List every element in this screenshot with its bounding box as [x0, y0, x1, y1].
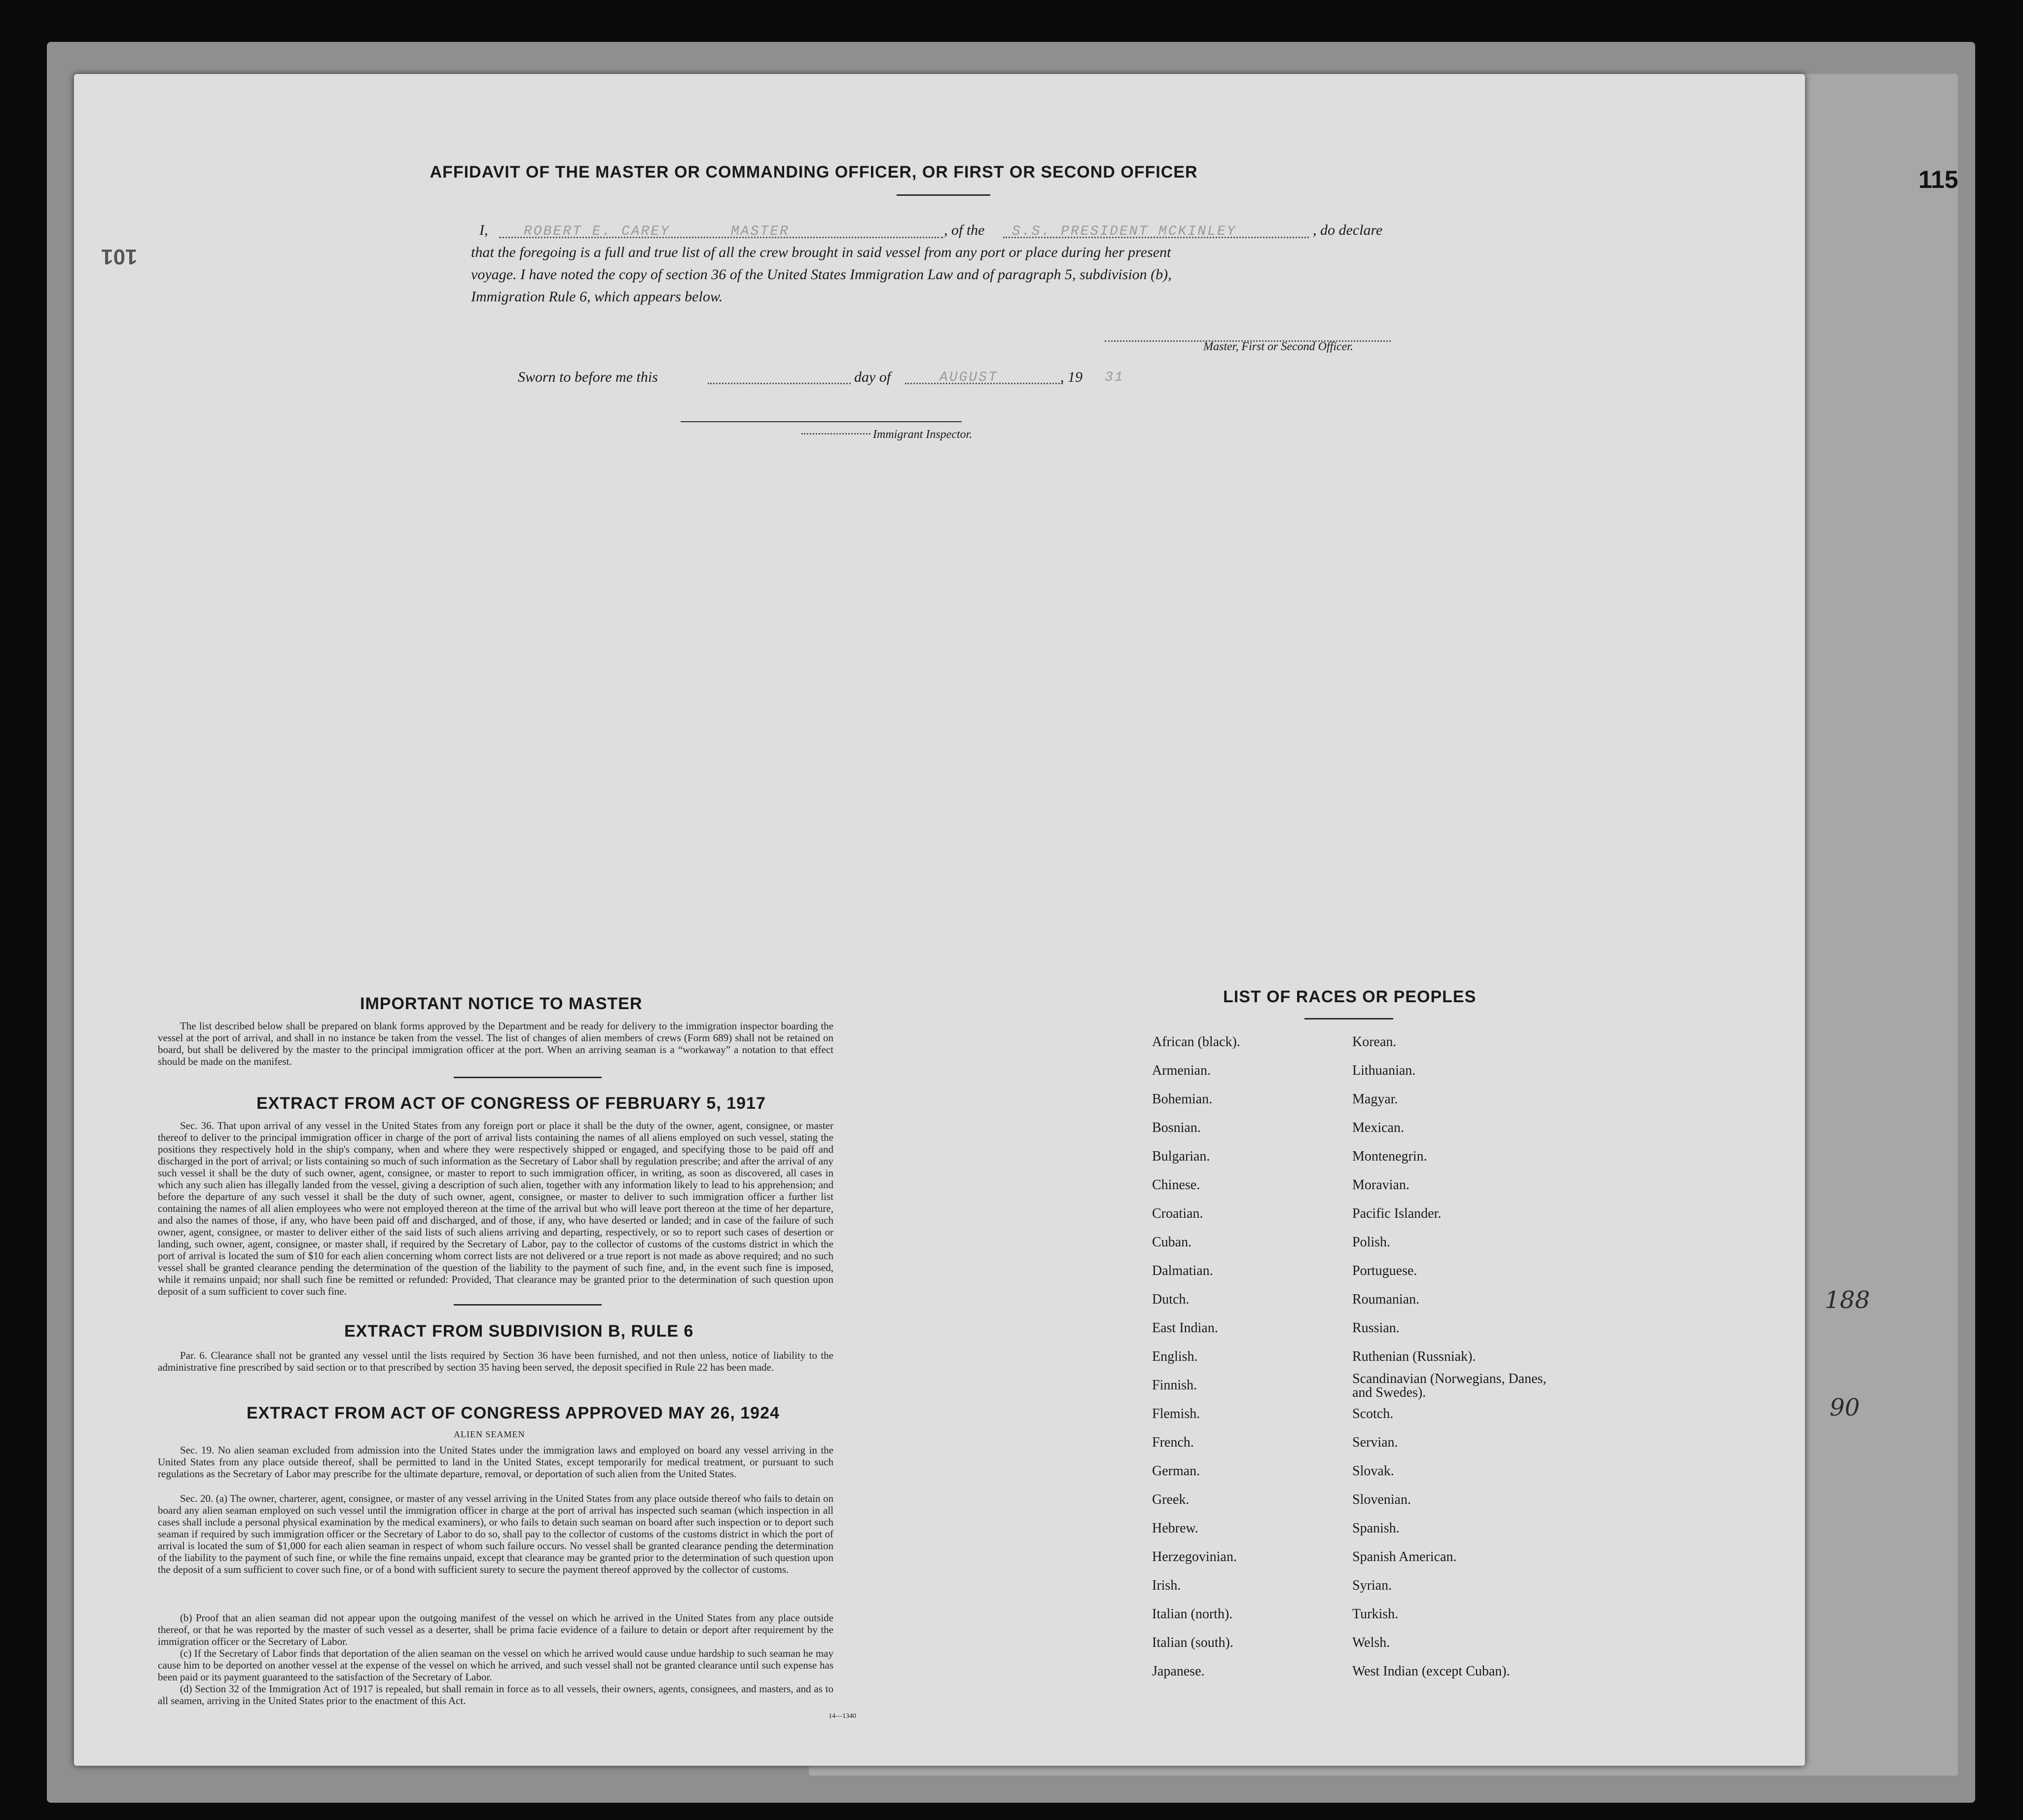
race-item: Greek. [1152, 1492, 1190, 1507]
form-number: 14—1340 [829, 1712, 856, 1720]
race-item: Bohemian. [1152, 1092, 1213, 1107]
race-item: Roumanian. [1352, 1292, 1420, 1307]
of-the-label: , of the [944, 222, 985, 238]
race-item: African (black). [1152, 1034, 1240, 1050]
affidavit-title: AFFIDAVIT OF THE MASTER OR COMMANDING OFFICER, OR FIRST OR SECOND OFFICER [430, 163, 1198, 182]
race-item: Montenegrin. [1352, 1149, 1427, 1164]
race-item: Dutch. [1152, 1292, 1190, 1307]
race-item: Flemish. [1152, 1406, 1200, 1421]
race-item: Herzegovinian. [1152, 1549, 1237, 1565]
left-margin-number: 101 [101, 245, 138, 269]
race-item: Dalmatian. [1152, 1263, 1213, 1278]
extract-1917-body: Sec. 36. That upon arrival of any vessel in the United States from any foreign port or place it shall be the duty of the owner, agent, consignee, or master thereof to deliver to the principal immigration officer in charge of the port of arrival lists containing the names of all aliens employed on such vessel, stating the positions they respectively hold in the ship's company, when and where they were respectively shipped or engaged, and specifying those to be paid off and discharged in the port of arrival; or lists containing so much of such information as the Secretary of Labor shall by regulation prescribe; and after the arrival of any such vessel it shall be the duty of such owner, agent, consignee, or master to report to such immigration officer, in writing, as soon as discovered, all cases in which any such alien has illegally landed from the vessel, giving a description of such alien, together with any information likely to lead to his apprehension; and before the departure of any such vessel it shall be the duty of such owner, agent, consignee, or master to deliver to such immigration officer a further list containing the names of all alien employees who were not employed thereon at the time of the arrival but who will leave port thereon at the time of her departure, and also the names of those, if any, who have been paid off and discharged, and of those, if any, who have deserted or landed; and in case of the failure of such owner, agent, consignee, or master to deliver either of the said lists of such aliens arriving and departing, respectively, or so to report such cases of desertion or landing, such owner, agent, consignee, or master shall, if required by the Secretary of Labor, pay to the collector of customs of the customs district in which the port of arrival is located the sum of $10 for each alien concerning whom correct lists are not delivered or a true report is not made as above required; and no such vessel shall be granted clearance pending the determination of the question of the liability to the payment of such fine, and, in the event such fine is imposed, while it remains unpaid; nor shall such fine be remitted or refunded: Provided, That clearance may be granted prior to the determination of such question upon deposit of a sum sufficient to cover such fine. [158, 1120, 833, 1297]
race-item: Portuguese. [1352, 1263, 1417, 1278]
race-item: German. [1152, 1463, 1200, 1479]
race-item: Magyar. [1352, 1092, 1398, 1107]
manifest-page [74, 74, 1805, 1766]
sworn-day-line [708, 383, 851, 384]
race-item: Italian (south). [1152, 1635, 1233, 1650]
race-item: Bulgarian. [1152, 1149, 1210, 1164]
notice-body: The list described below shall be prepared on blank forms approved by the Department and be ready for delivery to the immigration inspector boarding the vessel at the port of arrival, and shall in no instance be taken from the vessel. The list of changes of alien members of crews (Form 689) shall not be retained on board, but shall be delivered by the master to the principal immigration officer at the port. When an arriving seaman is a “workaway” a notation to that effect should be made on the manifest. [158, 1020, 833, 1067]
race-item: Russian. [1352, 1320, 1400, 1336]
race-item: Slovenian. [1352, 1492, 1411, 1507]
sworn-month-field: AUGUST [939, 370, 998, 385]
extract-1924-title: EXTRACT FROM ACT OF CONGRESS APPROVED MAY 26, 1924 [247, 1404, 780, 1422]
sworn-year-field: 31 [1105, 370, 1124, 385]
race-item: Bosnian. [1152, 1120, 1201, 1135]
races-column-2 [1352, 1028, 1559, 1686]
race-item: Croatian. [1152, 1206, 1203, 1221]
sec20d-body: (d) Section 32 of the Immigration Act of 1917 is repealed, but shall remain in force as to all vessels, their owners, agents, consignees, and masters, and as to all seamen, arriving in the United States prior to the enactment of this Act. [158, 1683, 833, 1707]
extract-1917-title: EXTRACT FROM ACT OF CONGRESS OF FEBRUARY 5, 1917 [256, 1094, 766, 1113]
race-item: Welsh. [1352, 1635, 1390, 1650]
race-item: Turkish. [1352, 1606, 1399, 1622]
notice-title: IMPORTANT NOTICE TO MASTER [360, 994, 643, 1013]
race-item: Scandinavian (Norwegians, Danes, and Swedes). [1352, 1371, 1547, 1400]
margin-handwritten-number: 188 [1825, 1286, 1870, 1314]
race-item: Irish. [1152, 1578, 1181, 1593]
sworn-line [518, 369, 1258, 391]
race-item: Servian. [1352, 1435, 1398, 1450]
page-number: 115 [1918, 166, 1958, 193]
races-column-1 [1152, 1028, 1339, 1686]
title-rule [897, 194, 990, 196]
race-item: West Indian (except Cuban). [1352, 1664, 1510, 1679]
vessel-field: S.S. PRESIDENT MCKINLEY [1012, 224, 1237, 239]
race-item: Cuban. [1152, 1235, 1192, 1250]
extract-rule6-title: EXTRACT FROM SUBDIVISION B, RULE 6 [344, 1322, 694, 1341]
affidavit-line-4: Immigration Rule 6, which appears below. [471, 289, 723, 305]
day-of-label: day of [854, 369, 891, 385]
margin-handwritten-number: 90 [1830, 1394, 1860, 1421]
race-item: Polish. [1352, 1235, 1391, 1250]
race-item: Chinese. [1152, 1177, 1200, 1193]
race-item: Hebrew. [1152, 1521, 1198, 1536]
sworn-label: Sworn to before me this [518, 369, 658, 385]
affidavit-line-3: voyage. I have noted the copy of section 36 of the United States Immigration Law and of paragraph 5, subdivision (b), [471, 266, 1172, 283]
race-item: French. [1152, 1435, 1194, 1450]
alien-seamen-subtitle: ALIEN SEAMEN [454, 1429, 525, 1439]
signature-label: Master, First or Second Officer. [1203, 340, 1353, 353]
race-item: Slovak. [1352, 1463, 1394, 1479]
race-item: Japanese. [1152, 1664, 1205, 1679]
race-item: Pacific Islander. [1352, 1206, 1442, 1221]
inspector-signature-line [681, 421, 962, 422]
race-item: Mexican. [1352, 1120, 1404, 1135]
inspector-label: Immigrant Inspector. [873, 428, 973, 441]
inspector-dot-line [801, 433, 870, 435]
affidavit-line-2: that the foregoing is a full and true list of all the crew brought in said vessel from any port or place during her present [471, 244, 1171, 260]
race-item: Scotch. [1352, 1406, 1394, 1421]
extract-rule6-body: Par. 6. Clearance shall not be granted any vessel until the lists required by Section 36 have been furnished, and not then unless, notice of liability to the administrative fine prescribed by said section or to that prescribed by section 35 having been served, the deposit specified in Rule 22 has been made. [158, 1349, 833, 1373]
race-item: Moravian. [1352, 1177, 1409, 1193]
races-title: LIST OF RACES OR PEOPLES [1223, 987, 1477, 1006]
race-item: Spanish American. [1352, 1549, 1457, 1565]
race-item: Ruthenian (Russniak). [1352, 1349, 1476, 1364]
i-label: I, [479, 222, 488, 238]
race-item: Finnish. [1152, 1378, 1197, 1393]
race-item: Spanish. [1352, 1521, 1400, 1536]
master-name-field: ROBERT E. CAREY [524, 224, 671, 239]
do-declare-label: , do declare [1313, 222, 1383, 238]
notice-divider [454, 1077, 602, 1078]
races-divider [1304, 1018, 1393, 1019]
sec19-body: Sec. 19. No alien seaman excluded from admission into the United States under the immigration laws and employed on board any vessel arriving in the United States from any place outside thereof, shall be permitted to land in the United States, except temporarily for medical treatment, or pursuant to such regulations as the Secretary of Labor may prescribe for the ultimate departure, removal, or deportation of such alien from the United States. [158, 1444, 833, 1480]
master-title-field: MASTER [731, 224, 790, 239]
race-item: Lithuanian. [1352, 1063, 1416, 1078]
extract-1917-divider [454, 1304, 602, 1306]
affidavit-line-1 [479, 222, 1490, 244]
race-item: Korean. [1352, 1034, 1397, 1050]
race-item: East Indian. [1152, 1320, 1218, 1336]
sec20c-body: (c) If the Secretary of Labor finds that deportation of the alien seaman on the vessel on which he arrived would cause undue hardship to such seaman he may cause him to be deported on another vessel at the expense of the vessel on which he arrived, and such vessel shall not be granted clearance until such expense has been paid or its payment guaranteed to the satisfaction of the Secretary of Labor. [158, 1647, 833, 1683]
race-item: English. [1152, 1349, 1198, 1364]
year-prefix-label: , 19 [1060, 369, 1083, 385]
sec20a-body: Sec. 20. (a) The owner, charterer, agent, consignee, or master of any vessel arriving in the United States from any place outside thereof who fails to detain on board any alien seaman employed on such vessel until the immigration officer in charge at the port of arrival has inspected such seaman (which inspection in all cases shall include a personal physical examination by the medical examiners), or who fails to detain such seaman on board after such inspection or to deport such seaman if required by such immigration officer or the Secretary of Labor to do so, shall pay to the collector of customs of the customs district in which the port of arrival is located the sum of $1,000 for each alien seaman in respect of whom such failure occurs. No vessel shall be granted clearance pending the determination of the liability to the payment of such fine, or while the fine remains unpaid, except that clearance may be granted prior to the determination of such question upon the deposit of a sum sufficient to cover such fine, or of a bond with sufficient surety to secure the payment thereof approved by the collector of customs. [158, 1492, 833, 1575]
race-item: Syrian. [1352, 1578, 1392, 1593]
race-item: Italian (north). [1152, 1606, 1233, 1622]
race-item: Armenian. [1152, 1063, 1211, 1078]
sec20b-body: (b) Proof that an alien seaman did not appear upon the outgoing manifest of the vessel on which he arrived in the United States from any place outside thereof, or that he was reported by the master of such vessel as a deserter, shall be prima facie evidence of a failure to detain or deport after requirement by the immigration officer or the Secretary of Labor. [158, 1612, 833, 1647]
